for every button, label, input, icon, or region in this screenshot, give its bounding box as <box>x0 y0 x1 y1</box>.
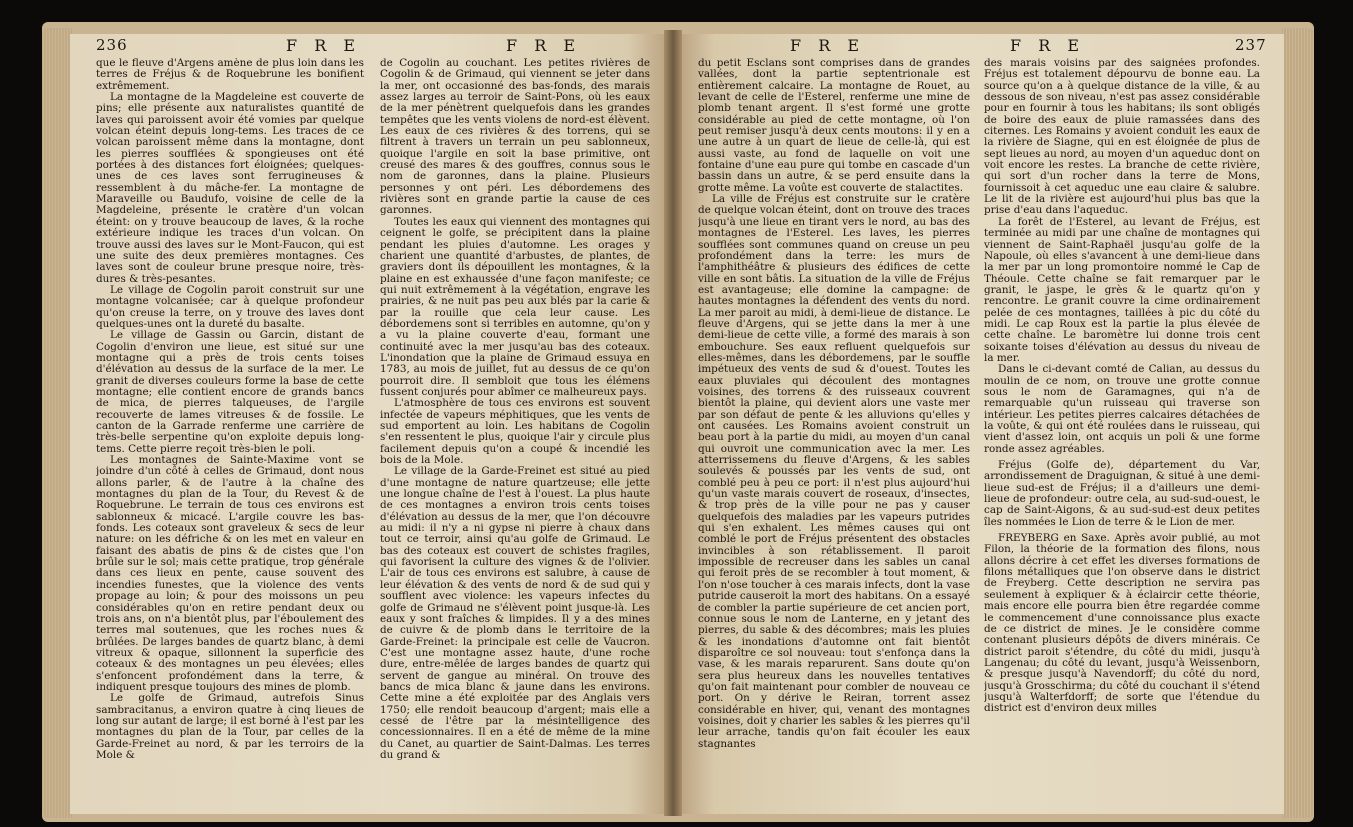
left-page-column-2 <box>380 58 650 776</box>
right-page-column-2 <box>984 58 1260 776</box>
paragraph: des marais voisins par des saignées profondes. Fréjus est totalement dépourvu de bonne eau. La source qu'on a à quelque distance de la ville, & au dessous de son niveau, n'est pas assez considérable pour en fournir à tous les habitans; ils sont obligés de boire des eaux de pluie ramassées dans des citernes. Les Romains y avoient conduit les eaux de la rivière de Siagne, qui en est éloignée de plus de sept lieues au nord, au moyen d'un aqueduc dont on voit encore les restes. La branche de cette rivière, qui sort d'un rocher dans la terre de Mons, fournissoit à cet aqueduc une eau claire & salubre. Le lit de la rivière est aujourd'hui plus bas que la prise d'eau dans l'aqueduc. <box>984 58 1260 217</box>
paragraph: Le village de Cogolin paroit construit sur une montagne volcanisée; car à quelque profondeur qu'on creuse la terre, on y trouve des laves dont quelques-unes ont la dureté du basalte. <box>96 283 364 330</box>
paragraph: La ville de Fréjus est construite sur le cratère de quelque volcan éteint, dont on trouve des traces jusqu'à une lieue en tirant vers le nord, au bas des montagnes de l'Esterel. Les laves, les pierres soufflées sont communes quand on creuse un peu profondément dans la terre: les murs de l'amphithéâtre & plusieurs des édifices de cette ville en sont bâtis. La situation de la ville de Fréjus est avantageuse; elle domine la campagne: de hautes montagnes la défendent des vents du nord. La mer paroit au midi, à demi-lieue de distance. Le fleuve d'Argens, qui se jette dans la mer à une demi-lieue de cette ville, a formé des marais à son embouchure. Ses eaux refluent quelquefois sur elles-mêmes, dans les débordemens, par le souffle impétueux des vents de sud & d'ouest. Toutes les eaux pluviales qui découlent des montagnes voisines, des torrens & des ruisseaux couvrent bientôt la plaine, qui devient alors une vaste mer par son défaut de pente & les alluvions qu'elles y ont causées. Les Romains avoient construit un beau port à la partie du midi, au moyen d'un canal qui ouvroit une communication avec la mer. Les atterrissemens du fleuve d'Argens, & les sables soulevés & poussés par les vents de sud, ont comblé peu à peu ce port: il n'est plus aujourd'hui qu'un vaste marais couvert de roseaux, d'insectes, & trop près de la ville pour ne pas y causer quelquefois des maladies par les vapeurs putrides qui s'en exhalent. Les mêmes causes qui ont comblé le port de Fréjus présentent des obstacles invincibles à son rétablissement. Il paroit impossible de recreuser dans les sables un canal qui feroit près de se recombler à tout moment, & l'on n'ose toucher à ces marais infects, dont la vase putride causeroit la mort des habitans. On a essayé de combler la partie supérieure de cet ancien port, connue sous le nom de Lanterne, en y jetant des pierres, du sable & des décombres; mais les pluies & les inondations d'automne ont fait bientôt disparoître ce sol nouveau: tout s'enfonça dans la vase, & les marais reparurent. Sans doute qu'on sera plus heureux dans les nouvelles tentatives qu'on fait maintenant pour combler de nouveau ce port. On y dérive le Reiran, torrent assez considérable en hiver, qui, venant des montagnes voisines, doit y charier les sables & les pierres qu'il leur arrache, tandis qu'on fait écouler les eaux stagnantes <box>698 193 970 750</box>
page-edges-left <box>42 28 72 818</box>
right-page-number: 237 <box>1235 36 1267 54</box>
paragraph: Le village de la Garde-Freinet est situé au pied d'une montagne de nature quartzeuse; elle jette une longue chaîne de l'est à l'ouest. La plus haute de ces montagnes a environ trois cents toises d'élévation au dessus de la mer, que l'on découvre au midi: il n'y a ni gypse ni pierre à chaux dans tout ce terroir, ainsi qu'au golfe de Grimaud. Le bas des coteaux est couvert de schistes fragiles, qui favorisent la culture des vignes & de l'olivier. L'air de tous ces environs est salubre, à cause de leur élévation & des vents de nord & de sud qui y soufflent avec violence: les vapeurs infectes du golfe de Grimaud ne s'élèvent point jusque-là. Les eaux y sont fraîches & limpides. Il y a des mines de cuivre & de plomb dans le territoire de la Garde-Freinet: la principale est celle de Vaucron. C'est une montagne assez haute, d'une roche dure, entre-mêlée de larges bandes de quartz qui servent de gangue au minéral. On trouve des bancs de mica blanc & jaune dans les environs. Cette mine a été exploitée par des Anglais vers 1750; elle rendoit beaucoup d'argent; mais elle a cessé de l'être par la mésintelligence des concessionnaires. Il en a été de même de la mine du Canet, au quartier de Saint-Dalmas. Les terres du grand & <box>380 465 650 761</box>
paragraph: La forêt de l'Esterel, au levant de Fréjus, est terminée au midi par une chaîne de montagnes qui viennent de Saint-Raphaël jusqu'au golfe de la Napoule, où elles s'avancent à une demi-lieue dans la mer par un long promontoire nommé le Cap de Théoule. Cette chaîne se fait remarquer par le granit, le jaspe, le grès & le quartz qu'on y rencontre. Le granit couvre la cime ordinairement pelée de ces montagnes, taillées à pic du côté du midi. Le cap Roux est la partie la plus élevée de cette chaîne. Le baromètre lui donne trois cent soixante toises d'élévation au dessus du niveau de la mer. <box>984 215 1260 364</box>
entry-frejus-golfe: Fréjus (Golfe de), département du Var, arrondissement de Draguignan, & situé à une demi-lieue sud-est de Fréjus; il a d'ailleurs une demi-lieue de profondeur: outre cela, au sud-sud-ouest, le cap de Saint-Aigons, & au sud-sud-est deux petites îles nommées le Lion de terre & le Lion de mer. <box>984 459 1260 528</box>
left-page-column-1 <box>96 58 364 776</box>
paragraph: L'atmosphère de tous ces environs est souvent infectée de vapeurs méphitiques, que les vents de sud emportent au loin. Les habitans de Cogolin s'en ressentent le plus, quoique l'air y circule plus facilement depuis qu'on a coupé & incendié les bois de la Mole. <box>380 397 650 467</box>
paragraph: Dans le ci-devant comté de Calian, au dessus du moulin de ce nom, on trouve une grotte connue sous le nom de Garamagnes, qui n'a de remarquable qu'un ruisseau qui traverse son intérieur. Les petites pierres calcaires détachées de la voûte, & qui ont été roulées dans le ruisseau, qui vient d'assez loin, ont acquis un poli & une forme ronde assez agréables. <box>984 363 1260 455</box>
paragraph: de Cogolin au couchant. Les petites rivières de Cogolin & de Grimaud, qui viennent se jeter dans la mer, ont occasionné des bas-fonds, des marais assez larges au terroir de Saint-Pons, où les eaux de la mer pénètrent quelquefois dans les grandes tempêtes que les vents violens de nord-est élèvent. Les eaux de ces rivières & des torrens, qui se filtrent à travers un terrain un peu sablonneux, quoique l'argile en soit la base primitive, ont creusé des mares & des gouffres, connus sous le nom de garonnes, dans la plaine. Plusieurs personnes y ont péri. Les débordemens des rivières sont en grande partie la cause de ces garonnes. <box>380 58 650 217</box>
entry-freyberg: FREYBERG en Saxe. Après avoir publié, au mot Filon, la théorie de la formation des filons, nous allons décrire à cet effet les diverses formations de filons métalliques que l'on observe dans le district de Freyberg. Cette description ne servira pas seulement à expliquer & à éclaircir cette théorie, mais encore elle pourra bien être regardée comme le commencement d'une connoissance plus exacte de ce district de mines. Je le considère comme contenant plusieurs dépôts de divers minérais. Ce district paroit s'étendre, du côté du midi, jusqu'à Langenau; du côté du levant, jusqu'à Weissenborn, & presque jusqu'à Navendorff; du côté du nord, jusqu'à Grosschirma; du côté du couchant il s'étend jusqu'à Walterfdorff; de sorte que l'étendue du district est d'environ deux milles <box>984 532 1260 715</box>
paragraph: Le village de Gassin ou Garcin, distant de Cogolin d'environ une lieue, est situé sur une montagne qui a près de trois cents toises d'élévation au dessus de la surface de la mer. Le granit de diverses couleurs forme la base de cette montagne; elle contient encore de grands bancs de mica, de pierres talqueuses, de l'argile recouverte de lames vitreuses & de fossile. Le canton de la Garrade renferme une carrière de très-belle serpentine qu'on exploite depuis long-tems. Cette pierre reçoit très-bien le poli. <box>96 329 364 455</box>
paragraph: La montagne de la Magdeleine est couverte de pins; elle présente aux naturalistes quantité de laves qui paroissent avoir été vomies par quelque volcan éteint depuis long-tems. Les traces de ce volcan paroissent même dans la montagne, dont les pierres soufflées & spongieuses ont été portées à des distances fort éloignées; quelques-unes de ces laves sont ferrugineuses & ressemblent à du mâche-fer. La montagne de Maraveille ou Baudufo, voisine de celle de la Magdeleine, présente le cratère d'un volcan éteint: on y trouve beaucoup de laves, & la roche extérieure indique les traces d'un volcan. On trouve aussi des laves sur le Mont-Faucon, qui est une suite des deux premières montagnes. Ces laves sont de couleur brune presque noire, très-dures & très-pesantes. <box>96 91 364 285</box>
paragraph: du petit Esclans sont comprises dans de grandes vallées, dont la partie septentrionale est entièrement calcaire. La montagne de Rouet, au levant de celle de l'Esterel, renferme une mine de plomb tenant argent. Il s'est formé une grotte considérable au pied de cette montagne, où l'on peut remiser jusqu'à deux cents moutons: il y en a une autre à un quart de lieue de celle-là, qui est aussi vaste, au fond de laquelle on voit une fontaine d'une eau pure qui tombe en cascade d'un bassin dans un autre, & se perd ensuite dans la grotte même. La voûte est couverte de stalactites. <box>698 58 970 194</box>
left-page-number: 236 <box>96 36 128 54</box>
left-head-word-1: F R E <box>286 36 361 55</box>
paragraph: Les montagnes de Sainte-Maxime vont se joindre d'un côté à celles de Grimaud, dont nous allons parler, & de l'autre à la chaîne des montagnes du plan de la Tour, du Revest & de Roquebrune. Le terrain de tous ces environs est sablonneux & micacé. L'argile couvre les bas-fonds. Les coteaux sont graveleux & secs de leur nature: on les défriche & on les met en valeur en faisant des abatis de pins & de cistes que l'on brûle sur le sol; mais cette pratique, trop générale dans ces lieux en pente, cause souvent des incendies funestes, que la violence des vents propage au loin; & pour des moissons un peu considérables qu'on en retire pendant deux ou trois ans, on n'a bientôt plus, par l'éboulement des terres mal soutenues, que les roches nues & brûlées. De larges bandes de quartz blanc, à demi vitreux & opaque, sillonnent la superficie des coteaux & des montagnes un peu élevées; elles s'enfoncent profondément dans la terre, & indiquent presque toujours des mines de plomb. <box>96 454 364 693</box>
left-running-head <box>96 36 656 58</box>
paragraph: Toutes les eaux qui viennent des montagnes qui ceignent le golfe, se précipitent dans la plaine pendant les pluies d'automne. Les orages y charient une quantité d'arbustes, de plantes, de graviers dont ils dépouillent les montagnes, & la plaine en est exhaussée d'une façon manifeste; ce qui nuit extrêmement à la végétation, engrave les prairies, & ne nuit pas peu aux blés par la carie & par la rouille que cela leur cause. Les débordemens sont si terribles en automne, qu'on y a vu la plaine couverte d'eau, formant une continuité avec la mer jusqu'au bas des coteaux. L'inondation que la plaine de Grimaud essuya en 1783, au mois de juillet, fut au dessus de ce qu'on pourroit dire. Il sembloit que tous les élémens fussent conjurés pour abîmer ce malheureux pays. <box>380 215 650 398</box>
right-head-word-2: F R E <box>1010 36 1085 55</box>
page-edges-right <box>1282 28 1314 818</box>
left-head-word-2: F R E <box>506 36 581 55</box>
paragraph: Le golfe de Grimaud, autrefois Sinus sambracitanus, a environ quatre à cinq lieues de long sur autant de large; il est borné à l'est par les montagnes du plan de la Tour, par celles de la Garde-Freinet au nord, & par les terroirs de la Mole & <box>96 692 364 761</box>
book-gutter <box>664 30 682 816</box>
right-page-column-1 <box>698 58 970 776</box>
right-running-head <box>720 36 1280 58</box>
paragraph: que le fleuve d'Argens amène de plus loin dans les terres de Fréjus & de Roquebrune les bonifient extrêmement. <box>96 58 364 92</box>
right-head-word-1: F R E <box>790 36 865 55</box>
